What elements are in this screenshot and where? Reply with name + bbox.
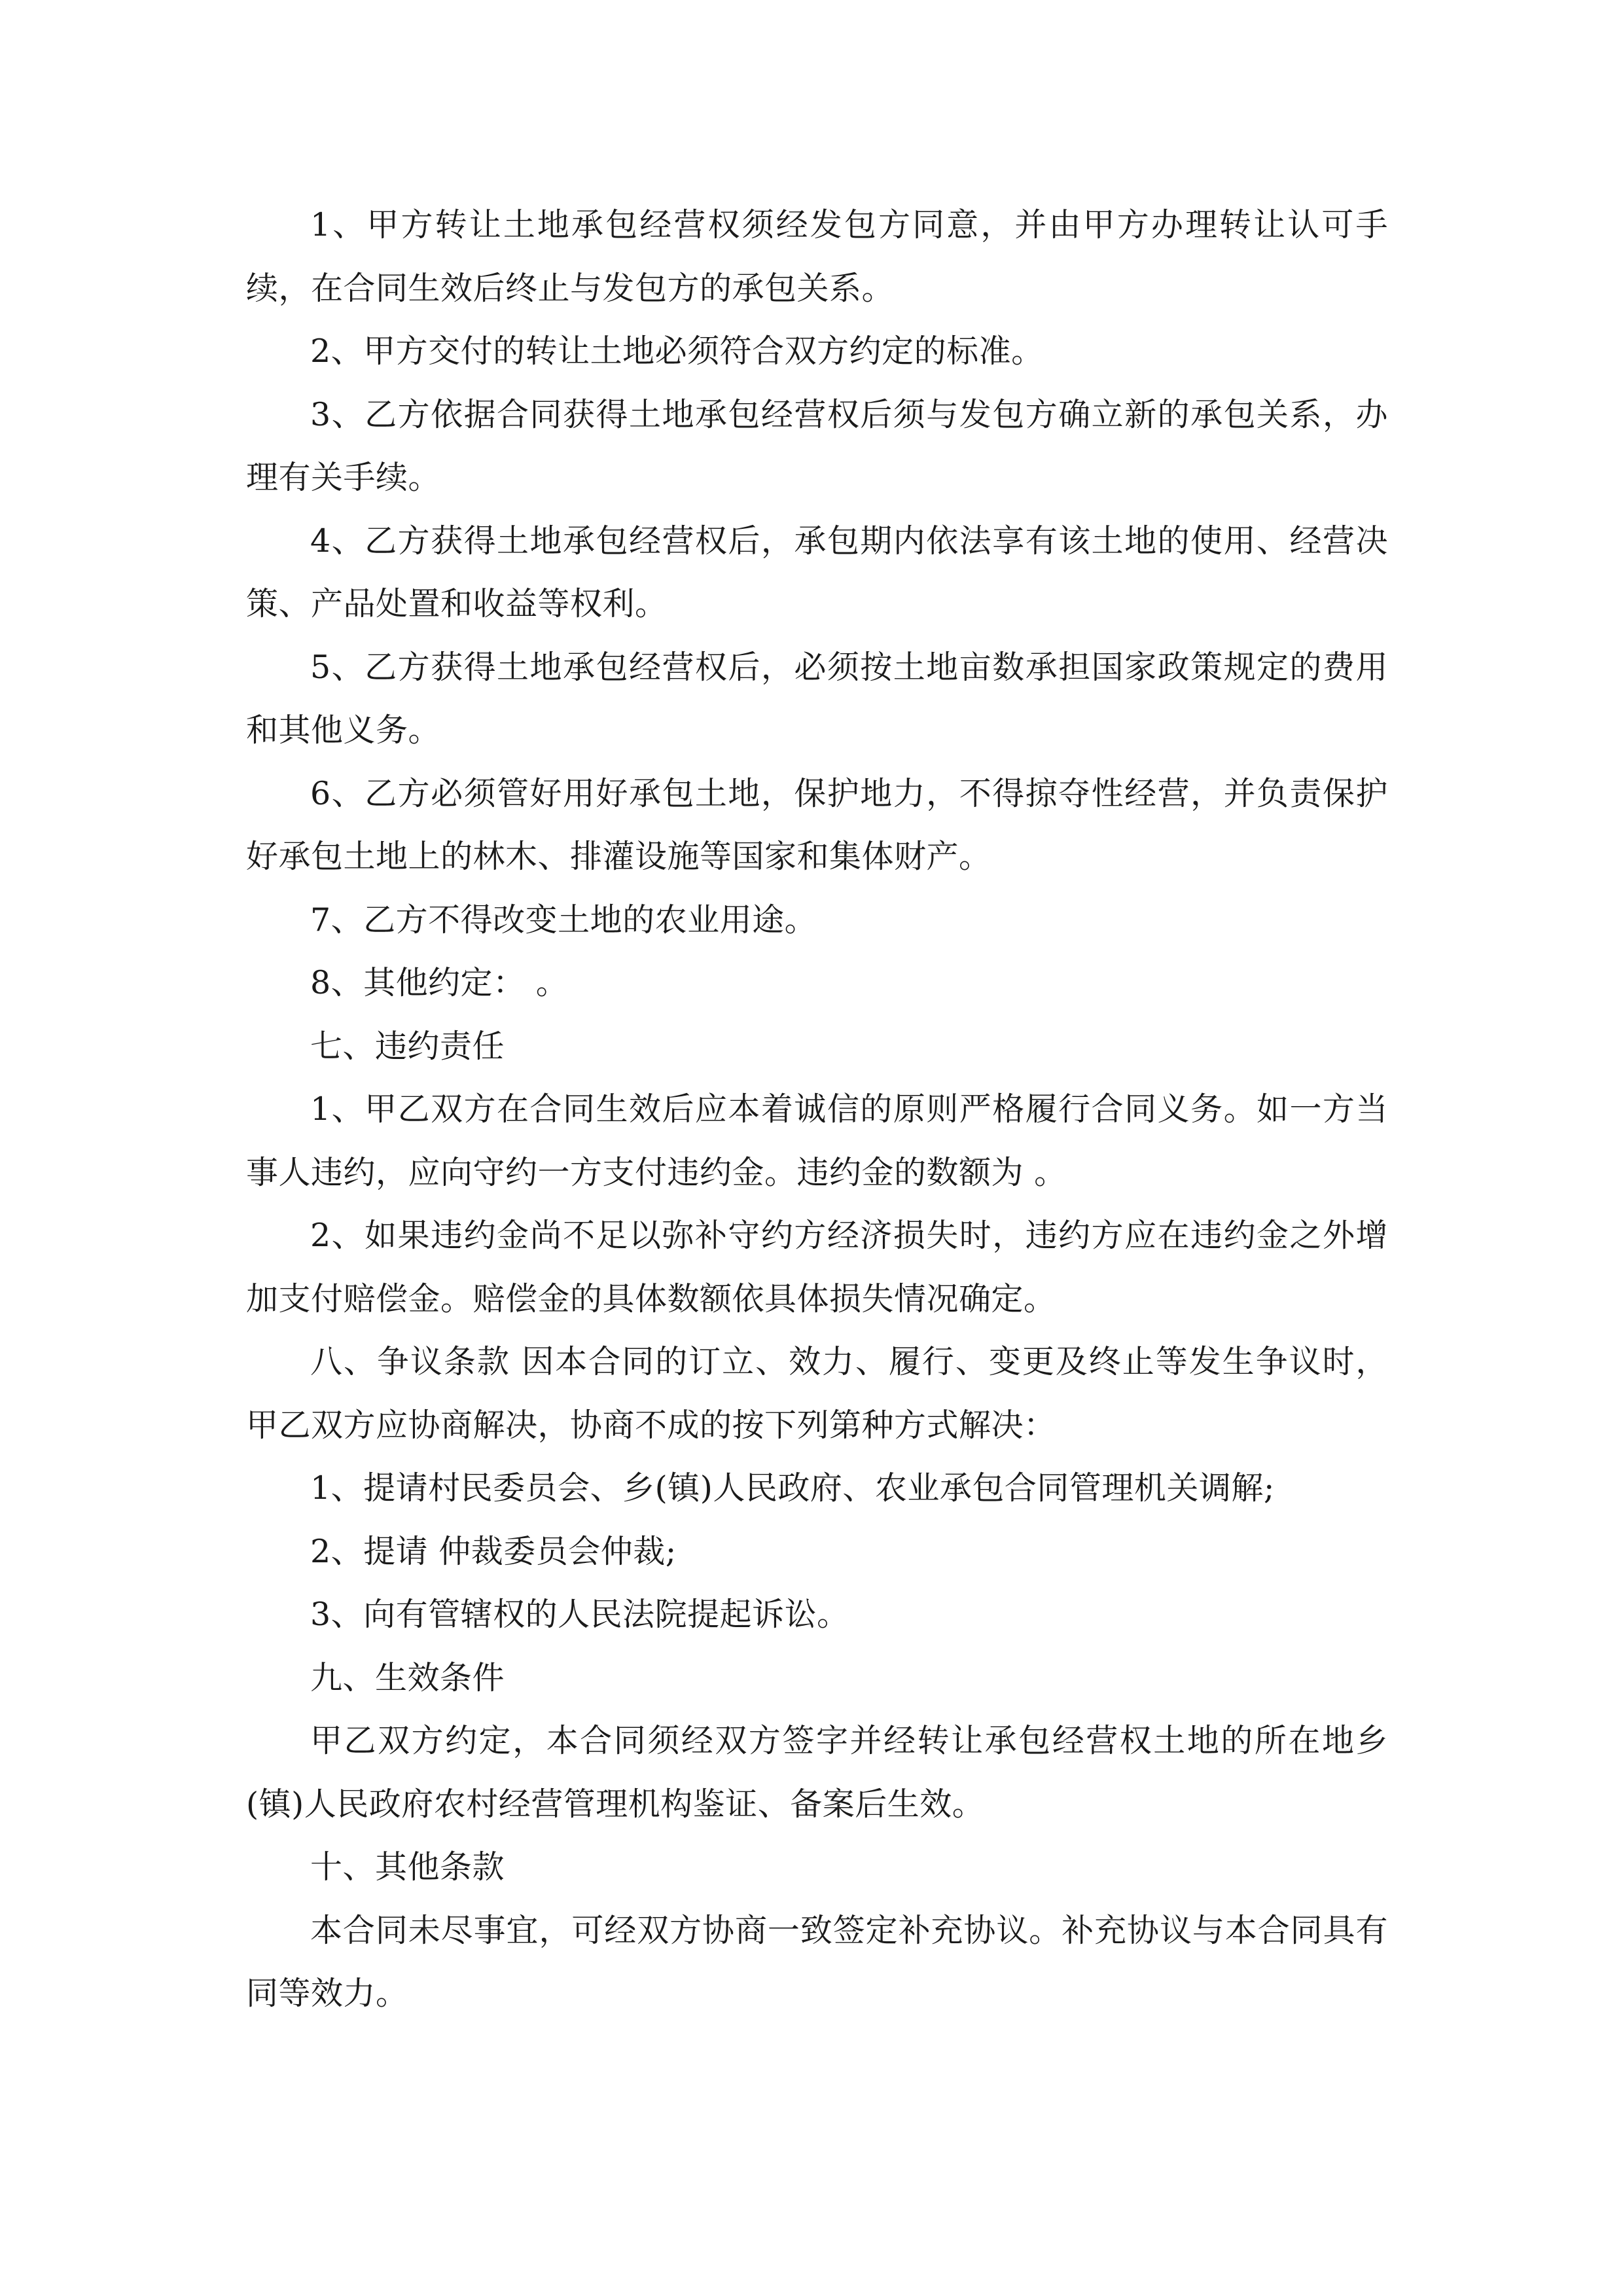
dispute-option-2: 2、提请 仲裁委员会仲裁; <box>310 1532 677 1570</box>
clause-8-other: 8、其他约定： 。 <box>310 964 569 1001</box>
section-heading-other: 十、其他条款 <box>310 1848 505 1886</box>
clause-3-new-contract: 3、乙方依据合同获得土地承包经营权后须与发包方确立新的承包关系，办理有关手续。 <box>246 395 1388 496</box>
section-heading-dispute: 八、争议条款 因本合同的订立、效力、履行、变更及终止等发生争议时，甲乙双方应协商解决，协商不成的按下列第种方式解决： <box>246 1343 1388 1444</box>
breach-clause-1: 1、甲乙双方在合同生效后应本着诚信的原则严格履行合同义务。如一方当事人违约，应向守约一方支付违约金。违约金的数额为 。 <box>246 1090 1388 1191</box>
clause-6-protection: 6、乙方必须管好用好承包土地，保护地力，不得掠夺性经营，并负责保护好承包土地上的林木、排灌设施等国家和集体财产。 <box>246 774 1388 875</box>
section-heading-breach: 七、违约责任 <box>310 1027 505 1065</box>
clause-5-obligations: 5、乙方获得土地承包经营权后，必须按土地亩数承担国家政策规定的费用和其他义务。 <box>246 648 1388 749</box>
clause-1-transfer-consent: 1、甲方转让土地承包经营权须经发包方同意，并由甲方办理转让认可手续，在合同生效后终止与发包方的承包关系。 <box>246 206 1388 307</box>
other-clause: 本合同未尽事宜，可经双方协商一致签定补充协议。补充协议与本合同具有同等效力。 <box>246 1911 1388 2012</box>
clause-2-land-standard: 2、甲方交付的转让土地必须符合双方约定的标准。 <box>310 332 1044 370</box>
section-heading-effect: 九、生效条件 <box>310 1659 505 1696</box>
clause-7-agricultural-use: 7、乙方不得改变土地的农业用途。 <box>310 901 817 939</box>
breach-clause-2: 2、如果违约金尚不足以弥补守约方经济损失时，违约方应在违约金之外增加支付赔偿金。赔偿金的具体数额依具体损失情况确定。 <box>246 1217 1388 1318</box>
document-body <box>246 194 1388 2026</box>
clause-4-rights: 4、乙方获得土地承包经营权后，承包期内依法享有该土地的使用、经营决策、产品处置和收益等权利。 <box>246 522 1388 622</box>
dispute-option-3: 3、向有管辖权的人民法院提起诉讼。 <box>310 1596 849 1633</box>
dispute-option-1: 1、提请村民委员会、乡(镇)人民政府、农业承包合同管理机关调解; <box>310 1469 1275 1507</box>
effect-clause: 甲乙双方约定，本合同须经双方签字并经转让承包经营权土地的所在地乡(镇)人民政府农村经营管理机构鉴证、备案后生效。 <box>246 1722 1388 1823</box>
